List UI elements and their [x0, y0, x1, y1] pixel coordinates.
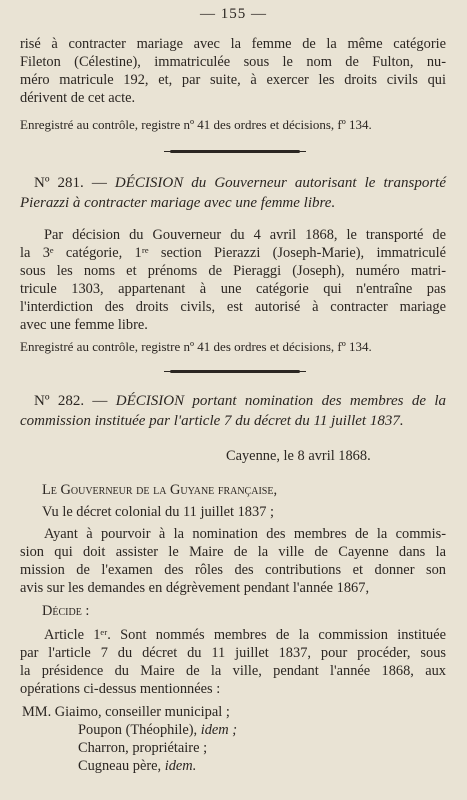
- place-date: Cayenne, le 8 avril 1868.: [226, 448, 371, 464]
- decides-label: Décide :: [42, 603, 90, 619]
- authority-line: Le Gouverneur de la Guyane française,: [42, 482, 278, 498]
- body-line: tricule 1303, appartenant à une catégorie qui n'entraîne pas: [20, 281, 446, 297]
- body-line: la 3ᵉ catégorie, 1ʳᵉ section Pierazzi (Joseph-Marie), immatriculé: [20, 245, 446, 261]
- considering-line: sion qui doit assister le Maire de la ville de Cayenne dans la: [20, 544, 446, 560]
- member-item: [78, 758, 196, 776]
- decision-title: DÉCISION portant nomination des membres de la: [115, 393, 447, 409]
- continuation-line: Fileton (Célestine), immatriculée sous le nom de Fulton, nu-: [20, 54, 446, 70]
- member-item: [78, 722, 237, 740]
- considering-line: avis sur les demandes en dégrèvement pendant l'année 1867,: [20, 580, 370, 596]
- considering-line: Ayant à pourvoir à la nomination des membres de la commis-: [44, 526, 446, 542]
- decision-number: Nº 281. —: [34, 175, 107, 191]
- member-item: [78, 740, 207, 758]
- vu-line: Vu le décret colonial du 11 juillet 1837 ;: [42, 504, 274, 520]
- article-line: Article 1ᵉʳ. Sont nommés membres de la commission instituée: [44, 627, 446, 643]
- decision-number: Nº 282. —: [34, 393, 108, 409]
- member-item: [22, 704, 230, 722]
- section-divider: [170, 370, 300, 373]
- member-tag: idem.: [164, 758, 197, 774]
- decision-title-continued: commission instituée par l'article 7 du décret du 11 juillet 1837.: [20, 413, 404, 429]
- section-divider: [170, 150, 300, 153]
- member-name: Charron, propriétaire ;: [78, 740, 208, 756]
- decision-title-continued: Pierazzi à contracter mariage avec une femme libre.: [20, 195, 336, 211]
- decision-title: DÉCISION du Gouverneur autorisant le transporté: [114, 175, 446, 191]
- article-line: la présidence du Maire de la ville, pendant l'année 1868, aux: [20, 663, 446, 679]
- article-line: par l'article 7 du décret du 11 juillet 1837, pour procéder, sous: [20, 645, 446, 661]
- decision-heading: [34, 392, 446, 410]
- member-tag: idem ;: [200, 722, 238, 738]
- considering-line: mission de l'examen des rôles des contributions et donner son: [20, 562, 446, 578]
- decision-heading: [34, 174, 446, 192]
- member-name: Poupon (Théophile),: [78, 722, 201, 738]
- body-line: Par décision du Gouverneur du 4 avril 1868, le transporté de: [44, 227, 446, 243]
- member-name: MM. Giaimo, conseiller municipal ;: [22, 704, 230, 720]
- body-line: sous les noms et prénoms de Pieraggi (Joseph), numéro matri-: [20, 263, 446, 279]
- body-line: avec une femme libre.: [20, 317, 148, 333]
- article-line: opérations ci-dessus mentionnées :: [20, 681, 221, 697]
- registration-note: Enregistré au contrôle, registre nº 41 des ordres et décisions, fº 134.: [20, 339, 372, 354]
- registration-note: Enregistré au contrôle, registre nº 41 des ordres et décisions, fº 134.: [20, 117, 372, 132]
- continuation-line: méro matricule 192, et, par suite, à exercer les droits civils qui: [20, 72, 446, 88]
- member-name: Cugneau père,: [78, 758, 165, 774]
- page-number: — 155 —: [200, 6, 267, 22]
- body-line: l'interdiction des droits civils, est autorisé à contracter mariage: [20, 299, 446, 315]
- continuation-line: dérivent de cet acte.: [20, 90, 136, 106]
- continuation-line: risé à contracter mariage avec la femme de la même catégorie: [20, 36, 446, 52]
